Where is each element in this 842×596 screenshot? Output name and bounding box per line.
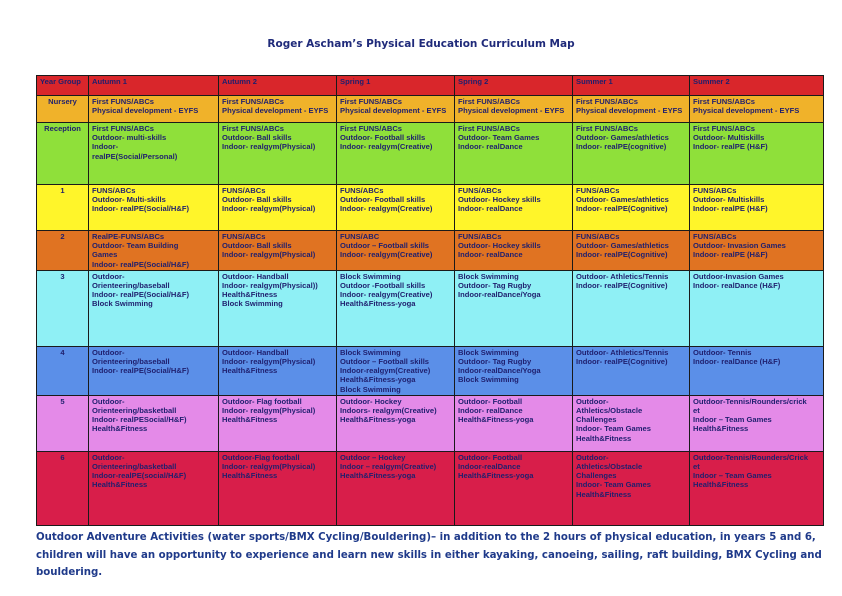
activity-line: Indoor- realgym(Creative) [340,142,433,152]
curriculum-cell [455,185,573,231]
activity-line: Outdoor- [576,452,609,462]
activity-line: Outdoor- Games/athletics [576,241,669,251]
activity-line: Indoor- realDance [458,406,523,416]
page-title: Roger Ascham’s Physical Education Curriculum Map [267,38,575,50]
activity-line: Physical development - EYFS [693,106,800,116]
curriculum-cell [455,123,573,185]
outdoor-adventure-note: Outdoor Adventure Activities (water sports/BMX Cycling/Bouldering)– in addition to the 2 hours of physical education, in years 5 and 6, children will have an opportunity to experience and learn new skills in either kayaking, canoeing, sailing, raft building, BMX Cycling and bouldering. [36,532,822,578]
curriculum-cell [455,231,573,271]
activity-line: Athletics/Obstacle [576,462,643,472]
activity-line: Indoor- realPE(Cognitive) [576,281,668,291]
activity-line: Indoor- realPESocial/H&F) [92,415,187,425]
activity-line: FUNS/ABCs [693,186,737,195]
activity-line: Indoor-realDance/Yoga [458,290,541,300]
header-term: Spring 1 [337,76,455,96]
activity-line: Outdoor- Tennis [693,347,752,357]
year-group-label: 4 [37,346,89,395]
activity-line: FUNS/ABCs [693,232,737,241]
row-nursery [37,96,824,123]
curriculum-cell [219,346,337,395]
curriculum-cell [89,451,219,525]
curriculum-cell [337,96,455,123]
activity-line: Outdoor- Hockey skills [458,195,541,205]
curriculum-table [36,75,824,526]
activity-line: Outdoor- [92,452,125,462]
curriculum-cell [573,270,690,346]
curriculum-cell [219,123,337,185]
curriculum-cell [455,346,573,395]
activity-line: Indoor- realDance [458,250,523,260]
activity-line: Indoor- realPE (H&F) [693,142,768,152]
activity-line: First FUNS/ABCs [340,124,403,133]
header-term: Summer 2 [690,76,824,96]
activity-line: Outdoor- Tag Rugby [458,281,532,291]
activity-line: Indoor-realgym(Creative) [340,366,431,376]
curriculum-cell [89,231,219,271]
activity-line: First FUNS/ABCs [222,97,285,106]
activity-line: Outdoor -Football skills [340,281,426,291]
activity-line: Health&Fitness [222,415,278,425]
activity-line: Physical development - EYFS [458,106,565,116]
activity-line: Indoor- realgym(Physical) [222,406,316,416]
year-group-label: 5 [37,395,89,451]
activity-line: FUNS/ABCs [222,232,266,241]
year-group-label: 1 [37,185,89,231]
curriculum-cell [690,231,824,271]
activity-line: Outdoor- Hockey [340,396,402,406]
activity-line: Health&Fitness-yoga [340,375,416,385]
row-year6 [37,451,824,525]
curriculum-cell [690,451,824,525]
curriculum-cell [573,185,690,231]
activity-line: Health&Fitness-yoga [340,299,416,309]
curriculum-cell [573,346,690,395]
curriculum-cell [455,395,573,451]
curriculum-cell [337,123,455,185]
curriculum-cell [219,395,337,451]
curriculum-cell [337,395,455,451]
activity-line: Outdoor- Invasion Games [693,241,786,251]
activity-line: Orienteering/baseball [92,281,170,291]
activity-line: Physical development - EYFS [222,106,329,116]
activity-line: First FUNS/ABCs [693,124,756,133]
activity-line: Outdoor- Football skills [340,133,426,143]
activity-line: Indoor- realgym(Physical) [222,462,316,472]
activity-line: Outdoor- Football [458,452,523,462]
activity-line: Outdoor- multi-skills [92,133,167,143]
activity-line: Outdoor- Team Building [92,241,179,251]
activity-line: Indoor- realDance [458,204,523,214]
activity-line: First FUNS/ABCs [576,124,639,133]
activity-line: Indoor-realDance [458,462,521,472]
activity-line: First FUNS/ABCs [92,124,155,133]
row-year3 [37,270,824,346]
activity-line: Outdoor- Athletics/Tennis [576,347,669,357]
header-term: Autumn 1 [89,76,219,96]
activity-line: Physical development - EYFS [340,106,447,116]
activity-line: Indoor- realgym(Physical) [222,250,316,260]
activity-line: Challenges [576,471,617,481]
activity-line: Outdoor- Flag football [222,396,302,406]
row-year1 [37,185,824,231]
header-year-group: Year Group [37,76,89,96]
activity-line: et [693,406,700,416]
curriculum-cell [455,96,573,123]
header-term: Spring 2 [455,76,573,96]
activity-line: Outdoor- Games/athletics [576,133,669,143]
activity-line: Indoor- realgym(Creative) [340,250,433,260]
activity-line: Outdoor- Multiskills [693,133,765,143]
curriculum-cell [219,96,337,123]
activity-line: FUNS/ABCs [222,186,266,195]
activity-line: Indoor- realDance (H&F) [693,281,781,291]
activity-line: Outdoor-Invasion Games [693,271,784,281]
activity-line: Health&Fitness [693,424,749,434]
activity-line: FUNS/ABC [340,232,380,241]
row-year5 [37,395,824,451]
activity-line: Outdoor- [92,271,125,281]
activity-line: Indoor- realPE(Cognitive) [576,250,668,260]
curriculum-cell [89,395,219,451]
activity-line: Outdoor-Flag football [222,452,300,462]
activity-line: Indoor-realDance/Yoga [458,366,541,376]
activity-line: First FUNS/ABCs [340,97,403,106]
activity-line: Indoor- realPE(Cognitive) [576,357,668,367]
activity-line: Physical development - EYFS [92,106,199,116]
curriculum-cell [337,231,455,271]
activity-line: Indoor- realPE (H&F) [693,250,768,260]
curriculum-cell [573,231,690,271]
activity-line: Indoor- realgym(Physical) [222,357,316,367]
activity-line: Outdoor-Tennis/Rounders/Crick [693,452,809,462]
activity-line: Health&Fitness-yoga [340,471,416,481]
curriculum-cell [573,123,690,185]
year-group-label: 2 [37,231,89,271]
curriculum-cell [573,451,690,525]
activity-line: Outdoor- Football skills [340,195,426,205]
year-group-label: 3 [37,270,89,346]
activity-line: Outdoor- [92,396,125,406]
activity-line: First FUNS/ABCs [458,97,521,106]
activity-line: Health&Fitness [222,471,278,481]
curriculum-cell [690,185,824,231]
activity-line: Indoor- [92,142,119,152]
activity-line: Outdoor- Games/athletics [576,195,669,205]
activity-line: Health&Fitness [693,480,749,490]
activity-line: Outdoor- Team Games [458,133,540,143]
activity-line: Indoor- realPE (H&F) [693,204,768,214]
curriculum-cell [219,185,337,231]
activity-line: Indoor- realDance (H&F) [693,357,781,367]
activity-line: Indoor-realPE(social/H&F) [92,471,187,481]
activity-line: FUNS/ABCs [340,186,384,195]
curriculum-cell [690,96,824,123]
activity-line: Indoor- realPE(Social/H&F) [92,366,190,376]
activity-line: Indoor- realgym(Creative) [340,204,433,214]
year-group-label: 6 [37,451,89,525]
curriculum-cell [690,395,824,451]
activity-line: Outdoor- Multi-skills [92,195,166,205]
activity-line: Indoor- realgym(Physical) [222,204,316,214]
curriculum-cell [219,451,337,525]
curriculum-cell [690,346,824,395]
activity-line: Block Swimming [458,347,519,357]
activity-line: Outdoor- Ball skills [222,195,292,205]
curriculum-cell [337,185,455,231]
activity-line: Block Swimming [458,375,519,385]
activity-line: Block Swimming [458,271,519,281]
activity-line: Health&Fitness-yoga [458,471,534,481]
activity-line: RealPE-FUNS/ABCs [92,232,165,241]
activity-line: Orienteering/basketball [92,406,177,416]
activity-line: Outdoor- [92,347,125,357]
activity-line: Indoors- realgym(Creative) [340,406,437,416]
activity-line: Indoor- realgym(Physical)) [222,281,318,291]
activity-line: Physical development - EYFS [576,106,683,116]
year-group-label: Reception [37,123,89,185]
row-reception [37,123,824,185]
curriculum-cell [89,270,219,346]
activity-line: First FUNS/ABCs [576,97,639,106]
activity-line: Indoor – Team Games [693,471,772,481]
activity-line: Indoor- realPE(Social/H&F) [92,290,190,300]
activity-line: Orienteering/baseball [92,357,170,367]
activity-line: et [693,462,700,472]
header-row [37,76,824,96]
curriculum-cell [89,96,219,123]
curriculum-cell [690,123,824,185]
activity-line: Health&Fitness [222,366,278,376]
curriculum-cell [89,123,219,185]
activity-line: Outdoor – Football skills [340,241,430,251]
activity-line: Games [92,250,118,260]
activity-line: FUNS/ABCs [458,232,502,241]
activity-line: Indoor- realPE(Social/H&F) [92,259,190,269]
activity-line: Block Swimming [340,347,401,357]
curriculum-cell [690,270,824,346]
activity-line: Outdoor- Football [458,396,523,406]
activity-line: Challenges [576,415,617,425]
activity-line: Indoor – Team Games [693,415,772,425]
activity-line: Indoor- realPE(Cognitive) [576,204,668,214]
header-term: Autumn 2 [219,76,337,96]
header-term: Summer 1 [573,76,690,96]
activity-line: Block Swimming [340,384,401,394]
activity-line: Outdoor- [576,396,609,406]
row-year2 [37,231,824,271]
activity-line: FUNS/ABCs [458,186,502,195]
activity-line: Health&Fitness [92,480,148,490]
activity-line: First FUNS/ABCs [92,97,155,106]
activity-line: Block Swimming [92,299,153,309]
activity-line: Outdoor- Handball [222,271,289,281]
activity-line: Outdoor-Tennis/Rounders/crick [693,396,807,406]
activity-line: Block Swimming [222,299,283,309]
activity-line: Health&Fitness [576,433,632,443]
activity-line: Athletics/Obstacle [576,406,643,416]
activity-line: FUNS/ABCs [576,186,620,195]
curriculum-cell [573,96,690,123]
curriculum-cell [455,451,573,525]
activity-line: FUNS/ABCs [92,186,136,195]
curriculum-cell [219,231,337,271]
curriculum-cell [337,346,455,395]
activity-line: Indoor- realDance [458,142,523,152]
activity-line: Indoor- realgym(Physical) [222,142,316,152]
activity-line: Indoor- realPE(cognitive) [576,142,667,152]
curriculum-cell [455,270,573,346]
activity-line: Outdoor- Handball [222,347,289,357]
activity-line: Outdoor- Ball skills [222,241,292,251]
activity-line: FUNS/ABCs [576,232,620,241]
activity-line: First FUNS/ABCs [693,97,756,106]
curriculum-cell [337,270,455,346]
activity-line: realPE(Social/Personal) [92,151,178,161]
activity-line: Indoor- Team Games [576,480,651,490]
activity-line: Outdoor- Tag Rugby [458,357,532,367]
activity-line: Outdoor – Football skills [340,357,430,367]
curriculum-cell [89,346,219,395]
activity-line: Health&Fitness [576,489,632,499]
activity-line: Health&Fitness-yoga [458,415,534,425]
activity-line: Indoor – realgym(Creative) [340,462,437,472]
curriculum-cell [219,270,337,346]
activity-line: Orienteering/basketball [92,462,177,472]
activity-line: First FUNS/ABCs [458,124,521,133]
activity-line: Indoor- realgym(Creative) [340,290,433,300]
activity-line: Indoor- realPE(Social/H&F) [92,204,190,214]
activity-line: Health&Fitness [92,424,148,434]
activity-line: Outdoor- Multiskills [693,195,765,205]
year-group-label: Nursery [37,96,89,123]
curriculum-cell [89,185,219,231]
activity-line: Block Swimming [340,271,401,281]
curriculum-cell [337,451,455,525]
activity-line: Health&Fitness [222,290,278,300]
activity-line: Outdoor – Hockey [340,452,406,462]
curriculum-cell [573,395,690,451]
activity-line: Outdoor- Ball skills [222,133,292,143]
row-year4 [37,346,824,395]
activity-line: Outdoor- Hockey skills [458,241,541,251]
activity-line: Health&Fitness-yoga [340,415,416,425]
activity-line: Outdoor- Athletics/Tennis [576,271,669,281]
activity-line: Indoor- Team Games [576,424,651,434]
activity-line: First FUNS/ABCs [222,124,285,133]
